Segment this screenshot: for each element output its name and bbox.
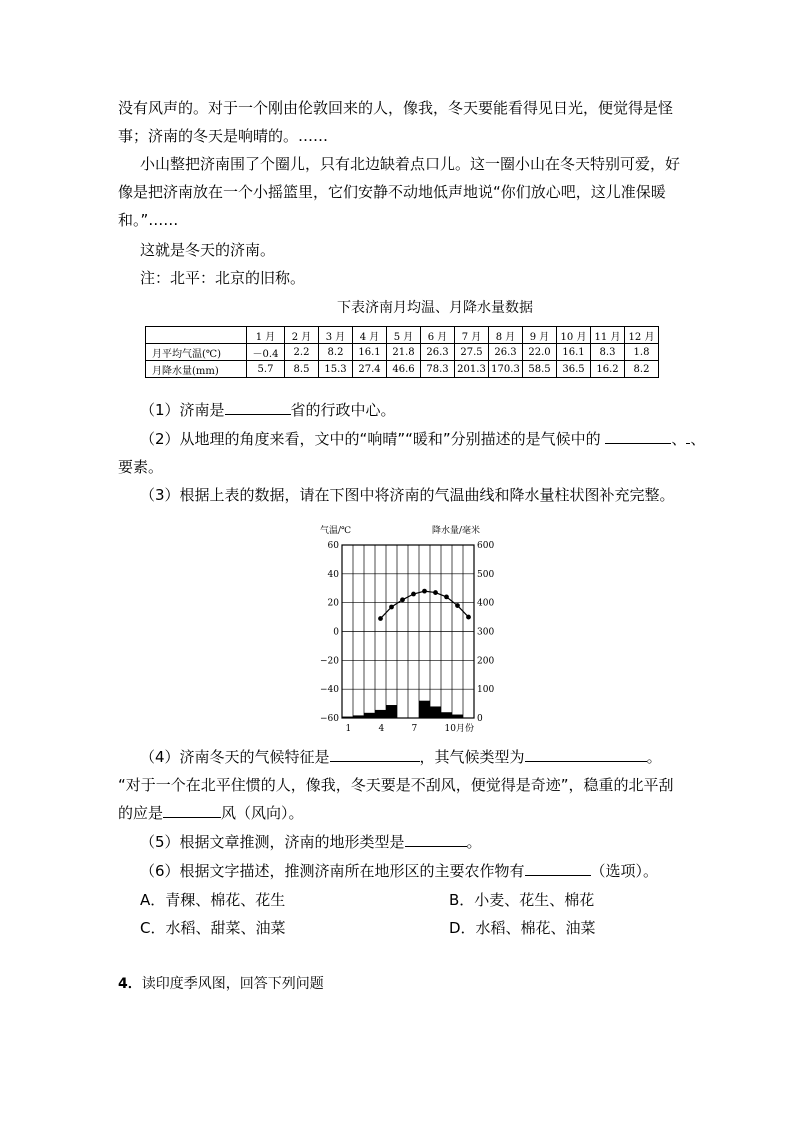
climograph-chart — [312, 520, 497, 738]
table-row — [146, 344, 659, 361]
month-header: 10 月 — [557, 327, 591, 344]
left-tick-label: −20 — [320, 656, 339, 667]
temperature-point — [422, 589, 427, 594]
next-question-number: 4． — [118, 976, 142, 992]
table-cell: 15.3 — [319, 361, 353, 378]
q1-text-before: （1）济南是 — [140, 401, 225, 419]
temperature-point — [455, 603, 460, 608]
question-2 — [140, 429, 705, 449]
q4-answer-blank-1[interactable] — [330, 747, 420, 762]
left-axis-label: 气温/℃ — [320, 526, 352, 536]
left-tick-label: 40 — [327, 569, 339, 580]
axis-ticks — [320, 541, 494, 734]
table-cell: 1.8 — [625, 344, 659, 361]
q2-text-before: （2）从地理的角度来看，文中的“响晴”“暖和”分别描述的是气候中的 — [140, 430, 606, 448]
table-cell: 36.5 — [557, 361, 591, 378]
q6-text-b: （选项）。 — [590, 862, 659, 880]
table-cell: 26.3 — [489, 344, 523, 361]
option-b[interactable]: B．小麦、花生、棉花 — [449, 891, 595, 909]
temperature-point — [466, 615, 471, 620]
right-tick-label: 200 — [477, 656, 495, 667]
table-cell: 8.2 — [319, 344, 353, 361]
table-corner-cell — [146, 327, 247, 344]
temperature-point — [433, 590, 438, 595]
passage-line-3: 小山整把济南围了个圈儿，只有北边缺着点口儿。这一圈小山在冬天特别可爱，好 — [140, 155, 681, 173]
precipitation-bar — [419, 701, 430, 718]
month-header: 3 月 — [319, 327, 353, 344]
table-cell: 16.2 — [591, 361, 625, 378]
table-cell: 201.3 — [455, 361, 489, 378]
q2-separator-tail: 、 — [690, 430, 706, 448]
climate-data-table — [145, 326, 659, 378]
q2-answer-blank-1[interactable] — [605, 429, 671, 444]
q6-text-a: （6）根据文字描述，推测济南所在地形区的主要农作物有 — [140, 862, 525, 880]
q4-text-b: ，其气候类型为 — [419, 748, 525, 766]
precipitation-bar — [430, 706, 441, 718]
table-cell: 16.1 — [557, 344, 591, 361]
month-header: 1 月 — [247, 327, 285, 344]
q4-text-a: （4）济南冬天的气候特征是 — [140, 748, 330, 766]
x-tick-label: 4 — [378, 724, 385, 734]
question-4-line-2: “对于一个在北平住惯的人，像我，冬天要是不刮风，便觉得是奇迹”，稳重的北平刮 — [118, 776, 674, 794]
passage-line-1: 没有风声的。对于一个刚由伦敦回来的人，像我，冬天要能看得见日光，便觉得是怪 — [118, 99, 674, 117]
q5-text-a: （5）根据文章推测，济南的地形类型是 — [140, 833, 405, 851]
next-question-text: 读印度季风图，回答下列问题 — [141, 976, 324, 992]
q4-answer-blank-2[interactable] — [525, 747, 647, 762]
q4-line3-a: 的应是 — [118, 804, 164, 822]
q4-wind-blank[interactable] — [163, 803, 221, 818]
question-4-line-3 — [118, 803, 304, 823]
temperature-point — [411, 592, 416, 597]
table-cell: 27.4 — [353, 361, 387, 378]
q4-text-c: 。 — [646, 748, 662, 766]
table-cell: 58.5 — [523, 361, 557, 378]
q2-separator: 、 — [671, 430, 687, 448]
temperature-point — [444, 595, 449, 600]
month-header: 5 月 — [387, 327, 421, 344]
option-c[interactable]: C．水稻、甜菜、油菜 — [140, 919, 286, 937]
table-cell: 27.5 — [455, 344, 489, 361]
table-cell: 16.1 — [353, 344, 387, 361]
table-cell: －0.4 — [247, 344, 285, 361]
table-cell: 26.3 — [421, 344, 455, 361]
option-a[interactable]: A．青稞、棉花、花生 — [140, 891, 286, 909]
chart-grid — [342, 545, 474, 718]
passage-line-6: 这就是冬天的济南。 — [140, 241, 276, 259]
right-tick-label: 600 — [477, 541, 495, 551]
right-tick-label: 300 — [477, 627, 495, 638]
q4-line3-b: 风（风向）。 — [221, 804, 304, 822]
q5-text-b: 。 — [466, 833, 482, 851]
question-3: （3）根据上表的数据，请在下图中将济南的气温曲线和降水量柱状图补充完整。 — [140, 486, 675, 504]
question-5 — [140, 832, 482, 852]
right-tick-label: 500 — [477, 569, 495, 580]
table-header-row — [146, 327, 659, 344]
precipitation-bar — [386, 705, 397, 718]
precipitation-bar — [353, 715, 364, 718]
month-header: 6 月 — [421, 327, 455, 344]
next-question-heading — [118, 973, 324, 993]
right-tick-label: 400 — [477, 598, 495, 609]
question-6 — [140, 861, 658, 881]
month-header: 2 月 — [285, 327, 319, 344]
precipitation-bar — [375, 710, 386, 718]
month-header: 11 月 — [591, 327, 625, 344]
x-tick-label: 7 — [411, 724, 418, 734]
question-1 — [140, 400, 396, 420]
row-label: 月平均气温(℃) — [146, 344, 247, 361]
passage-line-5: 和。”…… — [118, 211, 179, 229]
table-caption: 下表济南月均温、月降水量数据 — [337, 300, 533, 316]
month-header: 4 月 — [353, 327, 387, 344]
passage-line-4: 像是把济南放在一个小摇篮里，它们安静不动地低声地说“你们放心吧，这儿准保暖 — [118, 183, 666, 201]
q1-answer-blank[interactable] — [225, 400, 291, 415]
question-2-continued: 要素。 — [118, 458, 164, 476]
table-cell: 170.3 — [489, 361, 523, 378]
temperature-point — [389, 605, 394, 610]
q6-answer-blank[interactable] — [525, 861, 591, 876]
precipitation-bar — [441, 712, 452, 718]
table-cell: 8.3 — [591, 344, 625, 361]
left-tick-label: −40 — [320, 685, 339, 696]
passage-line-2: 事；济南的冬天是响晴的。…… — [118, 127, 329, 145]
temperature-point — [400, 597, 405, 602]
left-tick-label: 0 — [333, 627, 339, 638]
month-header: 8 月 — [489, 327, 523, 344]
row-label: 月降水量(mm) — [146, 361, 247, 378]
table-cell: 46.6 — [387, 361, 421, 378]
temperature-point — [378, 616, 383, 621]
question-4 — [140, 747, 662, 767]
right-tick-label: 0 — [477, 714, 483, 724]
q5-answer-blank[interactable] — [405, 832, 467, 847]
precipitation-bars — [342, 701, 463, 718]
x-tick-label: 1 — [345, 724, 352, 734]
table-cell: 2.2 — [285, 344, 319, 361]
month-header: 12 月 — [625, 327, 659, 344]
left-tick-label: 60 — [327, 541, 339, 551]
table-cell: 5.7 — [247, 361, 285, 378]
table-cell: 21.8 — [387, 344, 421, 361]
month-header: 7 月 — [455, 327, 489, 344]
table-row — [146, 361, 659, 378]
month-header: 9 月 — [523, 327, 557, 344]
left-tick-label: 20 — [327, 598, 339, 609]
table-cell: 8.2 — [625, 361, 659, 378]
table-cell: 78.3 — [421, 361, 455, 378]
precipitation-bar — [452, 715, 463, 718]
q1-text-after: 省的行政中心。 — [290, 401, 396, 419]
option-d[interactable]: D．水稻、棉花、油菜 — [449, 919, 596, 937]
table-cell: 8.5 — [285, 361, 319, 378]
x-tick-label: 10月份 — [444, 724, 474, 734]
left-tick-label: −60 — [320, 714, 339, 724]
right-tick-label: 100 — [477, 685, 495, 696]
passage-note: 注：北平：北京的旧称。 — [140, 269, 306, 287]
table-cell: 22.0 — [523, 344, 557, 361]
precipitation-bar — [364, 713, 375, 718]
right-axis-label: 降水量/毫米 — [432, 526, 481, 536]
temperature-curve — [378, 589, 471, 621]
precipitation-bar — [342, 717, 353, 718]
